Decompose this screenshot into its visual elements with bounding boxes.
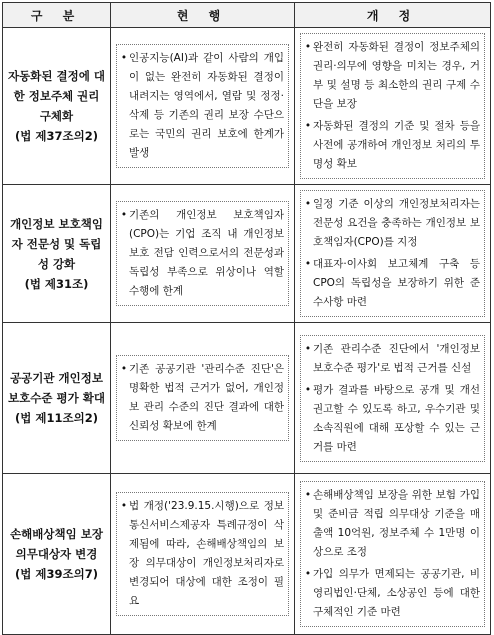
revised-box (300, 190, 485, 317)
bullet-item: • 대표자·이사회 보고체계 구축 등 CPO의 독립성을 보장하기 위한 준수사항 마련 (303, 255, 480, 312)
law-reference: (법 제37조의2) (15, 129, 98, 143)
bullet-item: • 자동화된 결정의 기준 및 절차 등을 사전에 공개하여 개인정보 처리의 투명성 확보 (303, 117, 480, 174)
bullet-icon: • (304, 41, 312, 53)
current-cell (111, 28, 295, 185)
bullet-icon: • (120, 52, 128, 64)
table-header-row (3, 3, 491, 28)
bullet-icon: • (304, 120, 312, 132)
current-box (116, 201, 289, 306)
topic-line: 의무대상자 변경 (15, 547, 98, 561)
topic-line: 개인정보 보호책임 (10, 216, 103, 231)
comparison-table-container (2, 2, 490, 628)
bullet-icon: • (304, 383, 312, 396)
topic-line: 성 강화 (37, 256, 76, 271)
law-reference: (법 제31조) (24, 276, 89, 291)
header-current: 현 행 (111, 3, 295, 28)
bullet-item: • 법 개정('23.9.15.시행)으로 정보통신서비스제공자 특례규정이 삭제됨에 따라, 손해배상책임의 보장 의무대상이 개인정보처리자로 변경되어 대상에 대한 조정이 필요 (119, 497, 284, 611)
revised-cell (295, 323, 491, 474)
topic-line: 자동화된 결정에 대 (8, 69, 105, 83)
law-reference: (법 제11조의2) (15, 411, 98, 425)
bullet-icon: • (120, 209, 128, 221)
bullet-icon: • (304, 258, 312, 270)
row-topic (3, 28, 111, 185)
bullet-item: • 기존 공공기관 '관리수준 진단'은 명확한 법적 근거가 없어, 개인정보 관리 수준의 진단 결과에 대한 신뢰성 확보에 한계 (119, 360, 284, 436)
bullet-item: • 가입 의무가 면제되는 공공기관, 비영리법인·단체, 소상공인 등에 대한 구체적인 기준 마련 (303, 565, 480, 622)
bullet-item: • 일정 기준 이상의 개인정보처리자는 전문성 요건을 충족하는 개인정보 보호책임자(CPO)를 지정 (303, 195, 480, 252)
bullet-icon: • (304, 489, 312, 501)
current-cell (111, 474, 295, 635)
bullet-item: • 인공지능(AI)과 같이 사람의 개입이 없는 완전히 자동화된 결정이 내려지는 영역에서, 열람 및 정정·삭제 등 기존의 권리 보장 수단으로는 국민의 권리 보호에 한계가 발생 (119, 49, 284, 163)
bullet-item: • 평가 결과를 바탕으로 공개 및 개선 권고할 수 있도록 하고, 우수기관 및 소속직원에 대해 포상할 수 있는 근거를 마련 (303, 381, 480, 457)
bullet-item: • 기존의 개인정보 보호책임자(CPO)는 기업 조직 내 개인정보 보호 전담 인력으로서의 전문성과 독립성 부족으로 위상이나 역할 수행에 한계 (119, 206, 284, 301)
current-cell (111, 185, 295, 323)
bullet-item: • 완전히 자동화된 결정이 정보주체의 권리·의무에 영향을 미치는 경우, 거부 및 설명 등 최소한의 권리 구제 수단을 보장 (303, 38, 480, 114)
revised-box (300, 481, 485, 627)
table-row (3, 28, 491, 185)
revised-cell (295, 474, 491, 635)
table-row (3, 323, 491, 474)
topic-line: 구체화 (39, 109, 74, 123)
revised-cell (295, 28, 491, 185)
bullet-icon: • (304, 342, 312, 355)
revised-box (300, 335, 485, 462)
topic-line: 보호수준 평가 확대 (8, 391, 105, 405)
row-topic (3, 323, 111, 474)
current-box (116, 44, 289, 168)
bullet-icon: • (120, 363, 128, 375)
topic-line: 손해배상책임 보장 (10, 527, 103, 541)
table-row (3, 474, 491, 635)
bullet-item: • 손해배상책임 보장을 위한 보험 가입 및 준비금 적립 의무대상 기준을 매출액 10억원, 정보주체 수 1만명 이상으로 조정 (303, 486, 480, 562)
table-row (3, 185, 491, 323)
law-reference: (법 제39조의7) (15, 567, 98, 581)
bullet-icon: • (304, 198, 312, 210)
topic-line: 자 전문성 및 독립 (11, 236, 102, 251)
comparison-table (2, 2, 491, 635)
header-revised: 개 정 (295, 3, 491, 28)
topic-line: 한 정보주체 권리 (13, 89, 100, 103)
current-box (116, 355, 289, 441)
row-topic (3, 474, 111, 635)
revised-cell (295, 185, 491, 323)
current-cell (111, 323, 295, 474)
bullet-icon: • (304, 568, 312, 580)
revised-box (300, 33, 485, 179)
header-category: 구 분 (3, 3, 111, 28)
bullet-icon: • (120, 500, 128, 512)
row-topic (3, 185, 111, 323)
current-box (116, 492, 289, 616)
bullet-item: • 기존 관리수준 진단에서 '개인정보 보호수준 평가'로 법적 근거를 신설 (303, 340, 480, 378)
topic-line: 공공기관 개인정보 (10, 371, 103, 385)
